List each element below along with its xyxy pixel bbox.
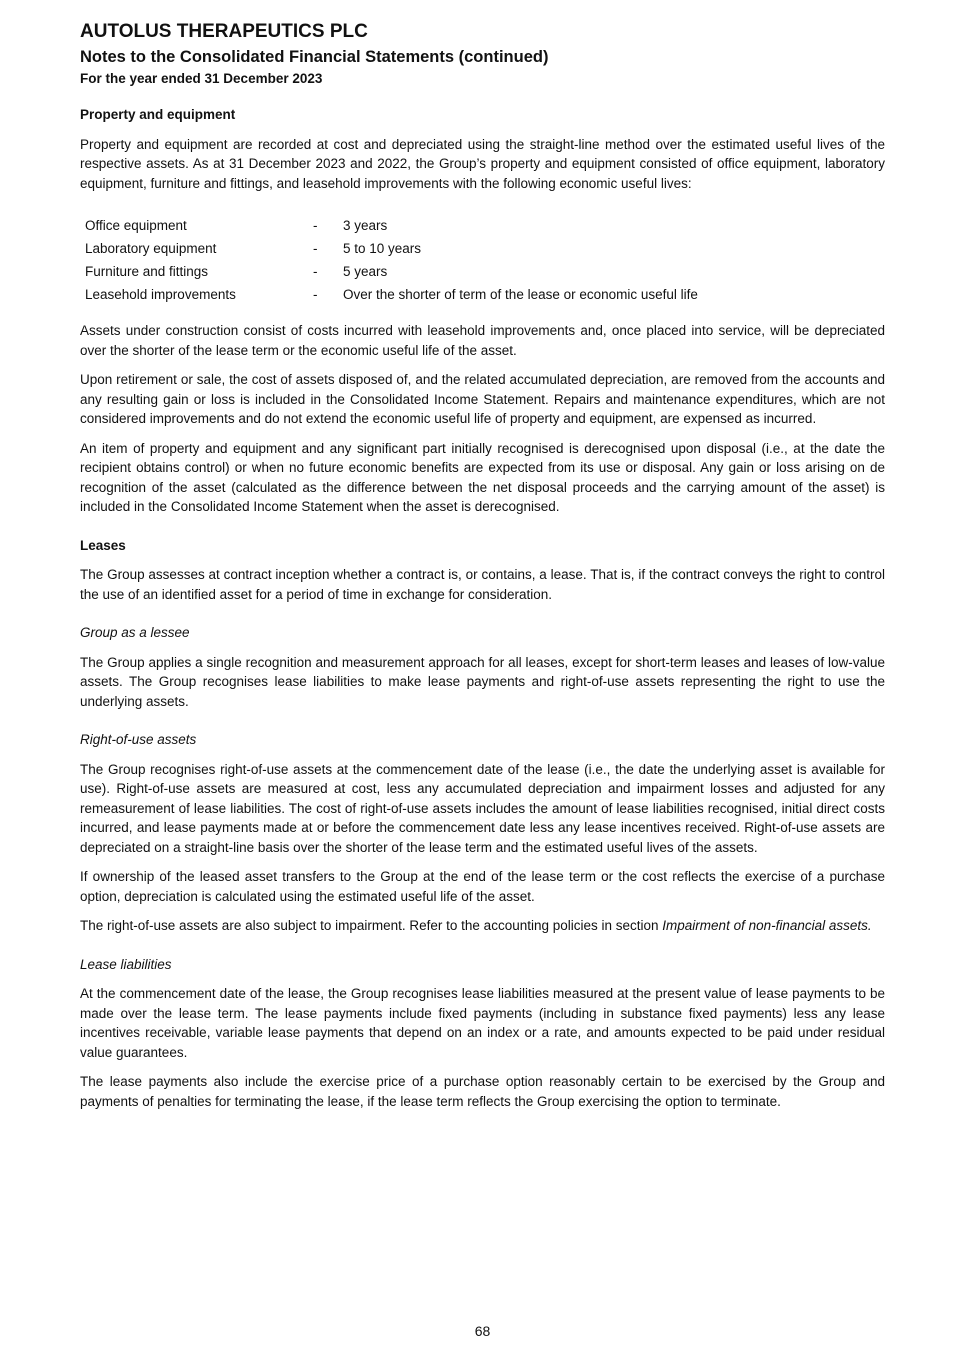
property-intro: Property and equipment are recorded at cost and depreciated using the straight-line method over the estimated useful lives of the respective assets. As at 31 December 2023 and 2022, the Group’s property and equipment consisted of office equipment, laboratory equipment, furniture and fittings, and leasehold improvements with the following economic useful lives: [80,136,885,191]
right-of-use-paragraph: The Group recognises right-of-use assets at the commencement date of the lease (i.e., the date the underlying asset is available for use). Right-of-use assets are measured at cost, less any accumulated depreciation and impairment losses and adjusted for any remeasurement of lease liabilities. The cost of right-of-use assets includes the amount of lease liabilities recognised, initial direct costs incurred, and lease payments made at or before the commencement date less any lease incentives received. Right-of-use assets are depreciated on a straight-line basis over the shorter of the lease term and the estimated useful lives of the assets. [80,761,885,855]
asset-name: Furniture and fittings [85,264,209,279]
asset-life: 5 to 10 years [343,241,422,256]
table-row [80,260,698,283]
notes-title: Notes to the Consolidated Financial Statements (continued) [80,48,549,66]
retirement-paragraph: Upon retirement or sale, the cost of assets disposed of, and the related accumulated depreciation, are removed from the accounts and any resulting gain or loss is included in the Consolidated Income Statement. Repairs and maintenance expenditures, which are not considered improvements and do not extend the economic useful life of property and equipment, are expensed as incurred. [80,372,885,426]
derecognition-paragraph: An item of property and equipment and any significant part initially recognised is derecognised upon disposal (i.e., at the date the recipient obtains control) or when no future economic benefits are expected from its use or disposal. Any gain or loss arising on de recognition of the asset (calculated as the difference between the net disposal proceeds and the carrying amount of the asset) is included in the Consolidated Income Statement when the asset is derecognised. [80,440,885,514]
reporting-period: For the year ended 31 December 2023 [80,71,323,86]
asset-life: 3 years [343,218,388,233]
property-heading: Property and equipment [80,107,236,122]
table-row [80,214,698,237]
assets-under-construction-paragraph: Assets under construction consist of costs incurred with leasehold improvements and, once placed into service, will be depreciated over the shorter of the lease term or the economic useful life of the asset. [80,323,885,358]
table-row [80,237,698,260]
impairment-reference: Impairment of non-financial assets. [662,918,872,933]
separator-dash: - [313,218,318,233]
lessee-heading: Group as a lessee [80,625,190,640]
lease-payments-paragraph: The lease payments also include the exercise price of a purchase option reasonably certain to be exercised by the Group and payments of penalties for terminating the lease, if the lease term reflects the Group exercising the option to terminate. [80,1074,885,1109]
impairment-text: The right-of-use assets are also subject to impairment. Refer to the accounting policies in section [80,918,663,933]
ownership-transfer-paragraph: If ownership of the leased asset transfers to the Group at the end of the lease term or the cost reflects the exercise of a purchase option, depreciation is calculated using the estimated useful life of the asset. [80,869,885,904]
document-page [80,20,885,1111]
asset-life: 5 years [343,264,388,279]
asset-life: Over the shorter of term of the lease or economic useful life [343,287,698,302]
lease-liabilities-heading: Lease liabilities [80,956,172,972]
separator-dash: - [313,287,318,302]
table-row [80,283,698,306]
separator-dash: - [313,241,318,256]
company-name: AUTOLUS THERAPEUTICS PLC [80,21,368,42]
lease-liabilities-paragraph: At the commencement date of the lease, the Group recognises lease liabilities measured at the present value of lease payments to be made over the lease term. The lease payments include fixed payments (including in substance fixed payments) less any lease incentives receivable, variable lease payments that depend on an index or a rate, and amounts expected to be paid under residual value guarantees. [80,986,885,1060]
separator-dash: - [313,264,318,279]
leases-heading: Leases [80,537,126,553]
right-of-use-heading: Right-of-use assets [80,732,197,747]
asset-name: Office equipment [85,218,187,233]
leases-intro: The Group assesses at contract inception whether a contract is, or contains, a lease. That is, if the contract conveys the right to control the use of an identified asset for a period of time in exchange for consideration. [80,567,885,602]
impairment-paragraph [80,916,885,936]
page-number: 68 [474,1323,491,1339]
asset-name: Leasehold improvements [85,287,236,302]
useful-lives-table [80,214,698,306]
asset-name: Laboratory equipment [85,241,217,256]
lessee-paragraph: The Group applies a single recognition and measurement approach for all leases, except for short-term leases and leases of low-value assets. The Group recognises lease liabilities to make lease payments and right-of-use assets representing the right to use the underlying assets. [80,654,885,709]
